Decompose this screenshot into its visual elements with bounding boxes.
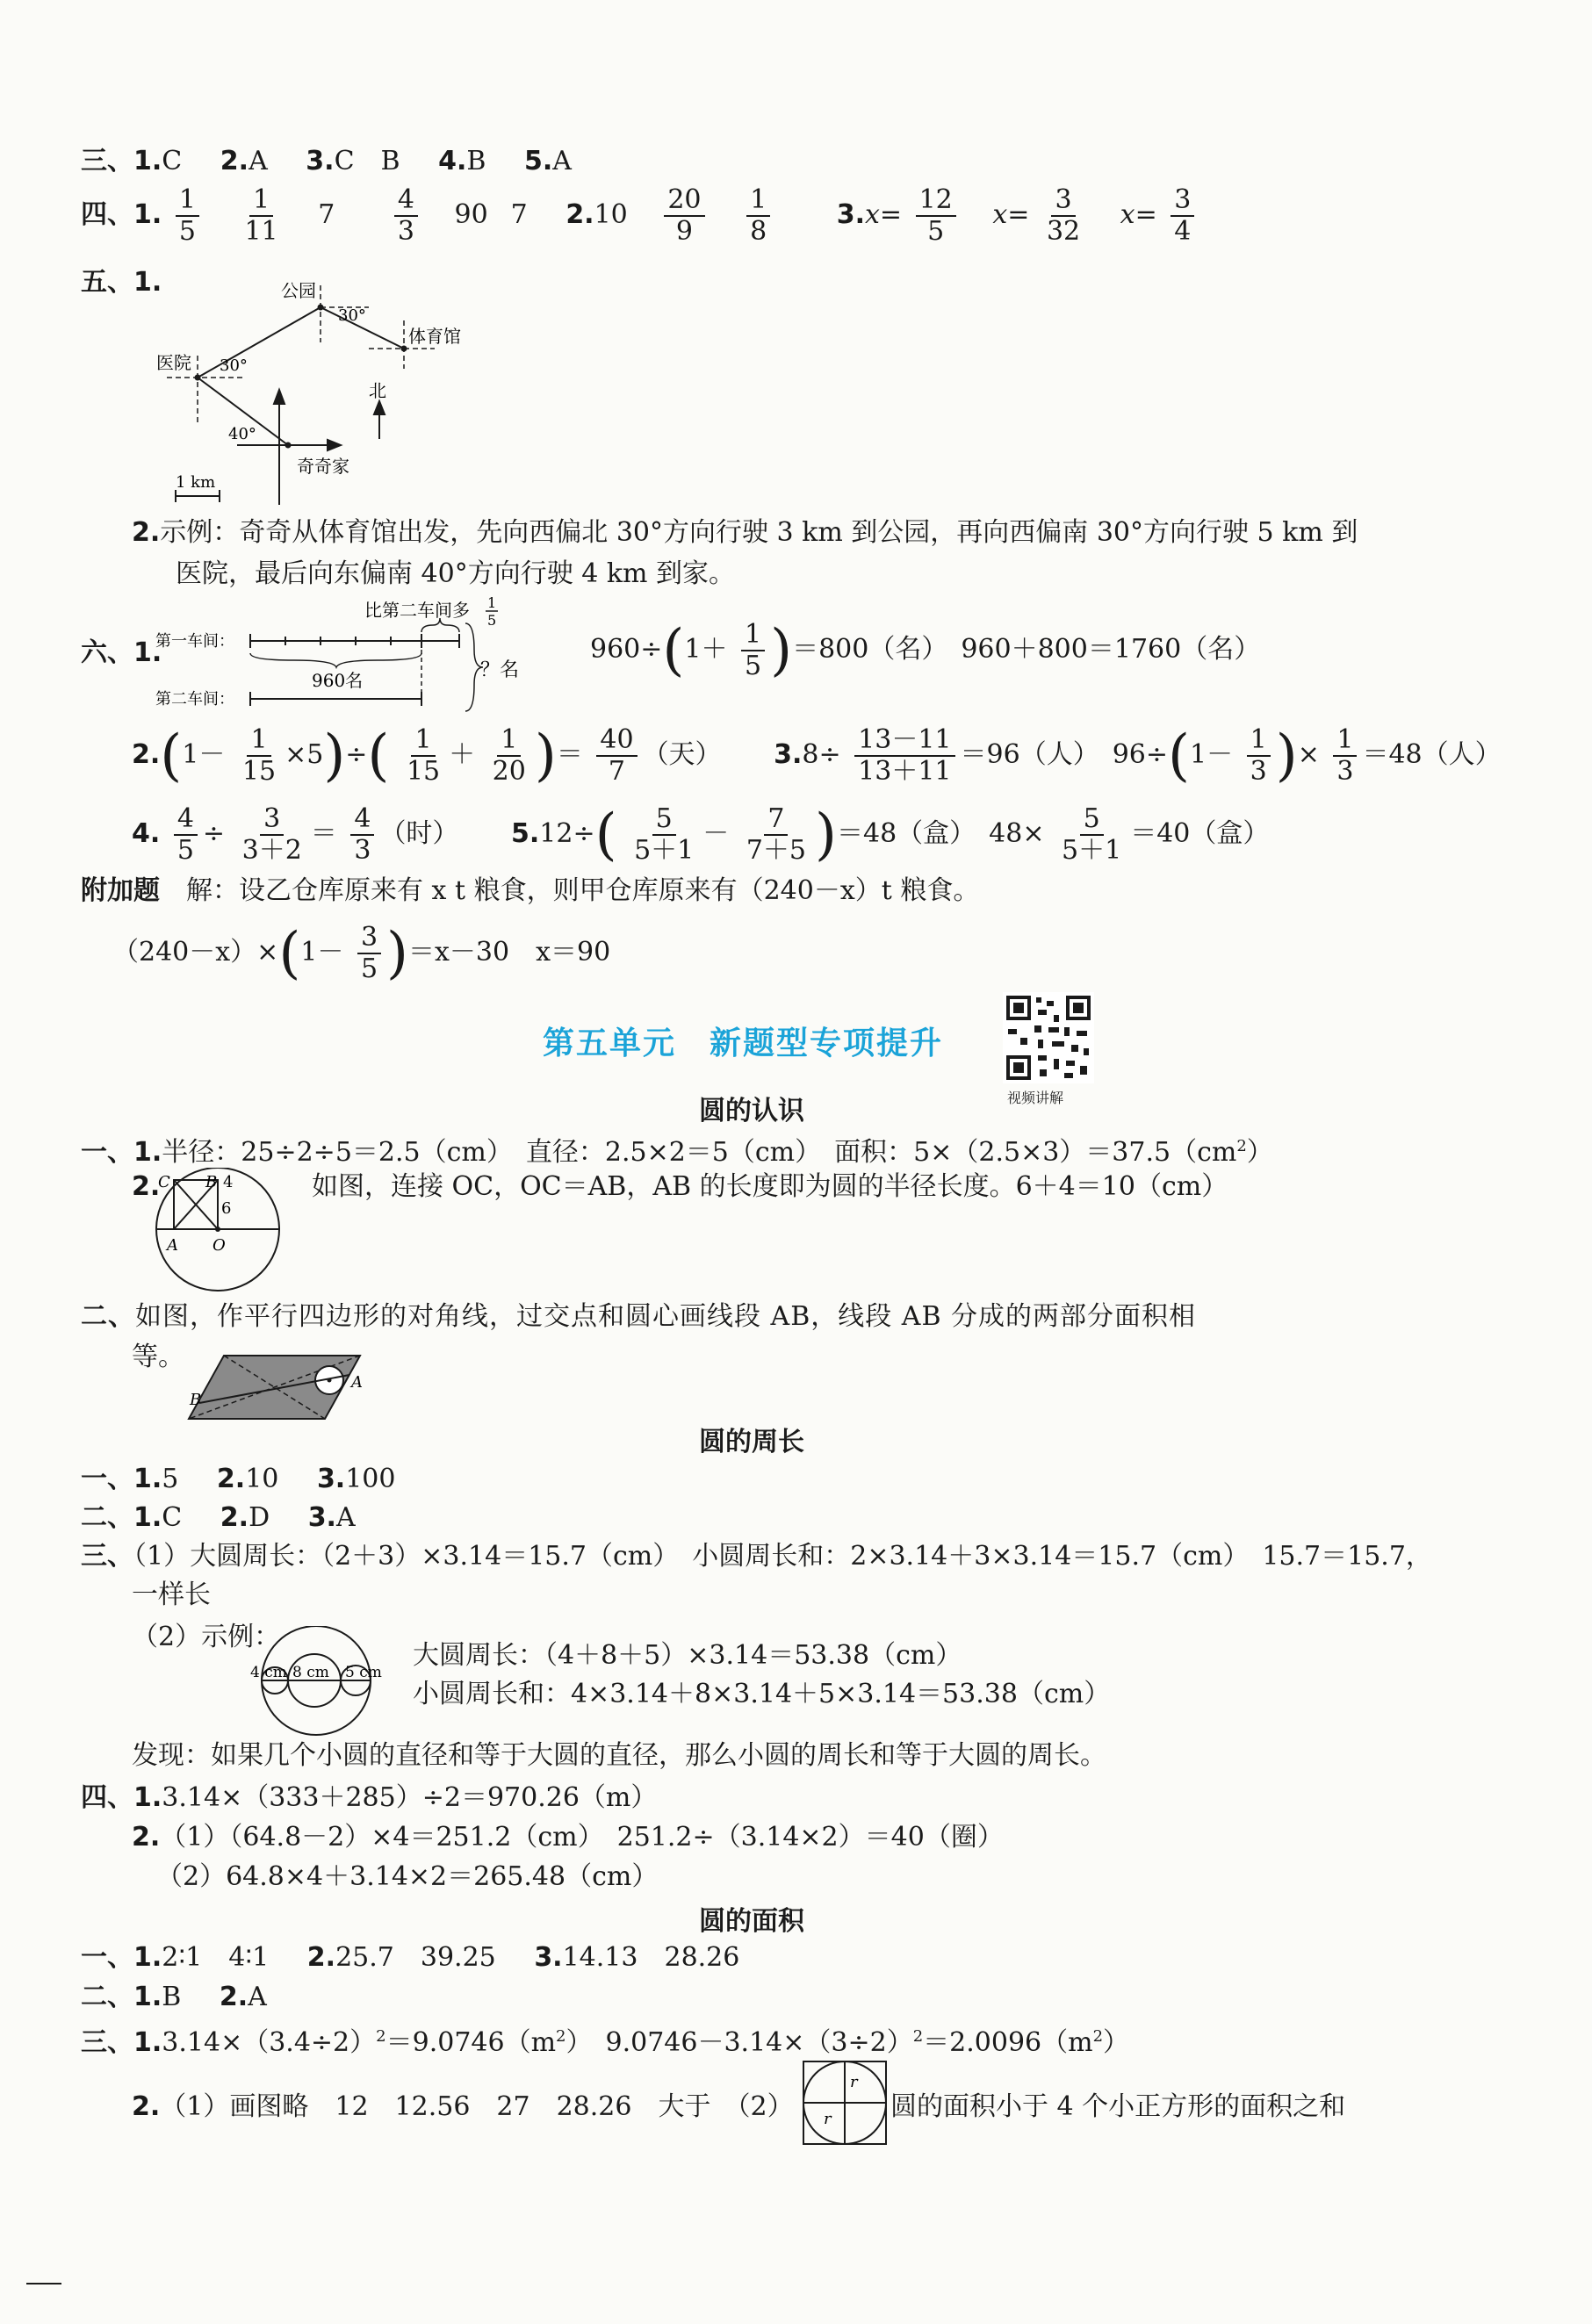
- c2-s4-line1: 四、1.3.14×（333＋285）÷2＝970.26（m）: [81, 1782, 658, 1813]
- bonus-line1: 附加题 解：设乙仓库原来有 x t 粮食，则甲仓库原来有（240－x）t 粮食。: [81, 875, 980, 906]
- svg-text:O: O: [213, 1236, 226, 1255]
- svg-text:A: A: [351, 1373, 363, 1392]
- circle-rectangle-figure: [149, 1168, 299, 1299]
- svg-text:r: r: [850, 2073, 858, 2091]
- path-hospital-park: [198, 307, 321, 378]
- subsection-title-circle-area: 圆的面积: [699, 1906, 804, 1937]
- svg-text:第二车间：: 第二车间：: [155, 690, 234, 709]
- c1-q1-line: 一、1.半径：25÷2÷5＝2.5（cm） 直径：2.5×2＝5（cm） 面积：$5\times(2.5\times 3)=37.5(cm^2)$: [81, 1137, 1273, 1168]
- section-6-label: 六、1.: [81, 637, 162, 668]
- subsection-title-circle-basics: 圆的认识: [699, 1096, 804, 1126]
- svg-text:30°: 30°: [220, 356, 248, 375]
- fraction: $\frac{1}{11}$: [244, 183, 278, 247]
- bonus-line2: （240－x）×(1－ $\frac{3}{5}$ )＝x－30 x＝90: [112, 921, 611, 986]
- section-5-label: 五、1.: [81, 267, 162, 298]
- fraction: $\frac{1}{8}$: [746, 185, 770, 248]
- c2-s3-line1: 三、（1）大圆周长：（2＋3）×3.14＝15.7（cm） 小圆周长和：2×3.14＋3×3.14＝15.7（cm） 15.7＝15.7，: [81, 1541, 1432, 1572]
- c3-s2-line: 二、1.B 2.A: [81, 1982, 267, 2012]
- c3-s3-line2-tail: 圆的面积小于 4 个小正方形的面积之和: [890, 2091, 1346, 2122]
- section-label: 三、: [81, 146, 133, 176]
- svg-text:4 cm: 4 cm: [250, 1664, 287, 1681]
- c2-finding: 发现：如果几个小圆的直径和等于大圆的直径，那么小圆的周长和等于大圆的周长。: [132, 1740, 1106, 1771]
- svg-text:C: C: [158, 1173, 170, 1191]
- fraction: $\frac{4}{3}$: [394, 185, 418, 248]
- label-hospital: 医院: [156, 352, 191, 373]
- c2-s1-line: 一、1.5 2.10 3.100: [81, 1464, 396, 1494]
- svg-text:B: B: [205, 1173, 218, 1191]
- svg-text:第一车间：: 第一车间：: [155, 632, 234, 651]
- c1-s2-line2: 等。: [132, 1342, 184, 1372]
- label-north: 北: [369, 380, 386, 401]
- c2-s2-line: 二、1.C 2.D 3.A: [81, 1502, 356, 1533]
- c3-s1-line: 一、1.2∶1 4∶1 2.25.7 39.25 3.14.13 28.26: [81, 1942, 740, 1973]
- unit-title: 第五单元 新题型专项提升: [543, 1025, 944, 1061]
- fraction: $\frac{3}{4}$: [1171, 185, 1194, 248]
- svg-text:6: 6: [221, 1199, 232, 1218]
- c3-s3-line1: 三、$1.3.14\times(3.4\div 2)^2=9.0746(m^2)$ $9.0746-3.14\times(3\div 2)^2=2.0096(m^2)$: [81, 2027, 1130, 2058]
- svg-text:比第二车间多: 比第二车间多: [364, 600, 470, 621]
- section-3-line: 三、1.C 2.A 3.C B 4.B 5.A: [81, 146, 572, 176]
- label-gym: 体育馆: [408, 326, 461, 347]
- c2-s3-small-circles: 小圆周长和：4×3.14＋8×3.14＋5×3.14＝53.38（cm）: [413, 1679, 1111, 1709]
- svg-text:5 cm: 5 cm: [345, 1664, 382, 1681]
- qr-code-icon[interactable]: [1003, 992, 1094, 1083]
- svg-text:40°: 40°: [228, 425, 256, 443]
- svg-text:r: r: [824, 2110, 832, 2128]
- section-4-line: 四、1. $\frac{1}{5}$ $\frac{1}{11}$ 7 $\frac{4}{3}$ 90 7 2.10 $\frac{20}{9}$ $\frac{1}{8}$ 3.x= $\frac{12}{5}$ x= $\frac{3}{32}$ x= $\frac{3}{4}$: [81, 180, 1199, 250]
- svg-text:A: A: [167, 1236, 178, 1255]
- circle-in-square-figure: [801, 2059, 889, 2147]
- c2-s3-line2: 一样长: [132, 1579, 211, 1610]
- qr-caption: 视频讲解: [1007, 1090, 1064, 1106]
- section-6-q2-q3-line: 2.(1－ $\frac{1}{15}$ ×5)÷( $\frac{1}{15}$ ＋ $\frac{1}{20}$ )＝ $\frac{40}{7}$ （天） 3.8÷ $\frac{13-11}{13+11}$ ＝96（人） 96÷(1－ $\frac{1}{3}$ )× $\frac{1}{3}$ ＝48（人）: [132, 723, 1502, 788]
- c1-q2-text: 如图，连接 OC，OC＝AB，AB 的长度即为圆的半径长度。6＋4＝10（cm）: [312, 1171, 1228, 1202]
- direction-map-figure: [149, 272, 501, 518]
- label-home: 奇奇家: [297, 456, 349, 477]
- svg-text:1: 1: [487, 597, 497, 611]
- svg-text:8 cm: 8 cm: [292, 1664, 329, 1681]
- c1-q2-label: 2.: [132, 1171, 161, 1202]
- section-5-q2-line2: 医院，最后向东偏南 40°方向行驶 4 km 到家。: [176, 558, 736, 589]
- c2-s4-line2: 2.（1）（64.8－2）×4＝251.2（cm） 251.2÷（3.14×2）＝40（圈）: [132, 1822, 1004, 1853]
- svg-text:5: 5: [487, 612, 497, 629]
- label-park: 公园: [281, 280, 316, 301]
- parallelogram-figure: [184, 1352, 369, 1422]
- c1-s2-line1: 二、如图，作平行四边形的对角线，过交点和圆心画线段 AB，线段 AB 分成的两部分面积相: [81, 1301, 1197, 1332]
- fraction: $\frac{20}{9}$: [664, 185, 704, 248]
- workshop-line-diagram: [154, 597, 566, 720]
- section-6-q4-q5-line: 4. $\frac{4}{5}$ ÷ $\frac{3}{3+2}$ ＝ $\frac{4}{3}$ （时） 5.12÷( $\frac{5}{5+1}$ － $\frac{7}{7+5}$ )＝48（盒） 48× $\frac{5}{5+1}$ ＝40（盒）: [132, 802, 1270, 867]
- page-edge-rule: [26, 2283, 61, 2284]
- fraction: $\frac{3}{32}$: [1046, 183, 1081, 247]
- nested-circles-figure: [250, 1626, 391, 1740]
- svg-text:960名: 960名: [312, 670, 364, 691]
- subsection-title-circumference: 圆的周长: [699, 1427, 804, 1457]
- svg-text:30°: 30°: [338, 306, 366, 325]
- section-6-q1-formula: 960÷(1＋ $\frac{1}{5}$ )＝800（名） 960＋800＝1760（名）: [590, 618, 1261, 683]
- svg-text:4: 4: [223, 1173, 234, 1191]
- svg-text:B: B: [190, 1391, 202, 1409]
- c2-s3-big-circle: 大圆周长：（4＋8＋5）×3.14＝53.38（cm）: [413, 1640, 962, 1671]
- c2-s4-line3: （2）64.8×4＋3.14×2＝265.48（cm）: [156, 1861, 659, 1892]
- c2-s3-example-label: （2）示例：: [132, 1622, 281, 1652]
- c3-s3-line2: 2.（1）画图略 12 12.56 27 28.26 大于 （2）: [132, 2091, 794, 2122]
- section-5-q2-line1: 2.示例：奇奇从体育馆出发，先向西偏北 30°方向行驶 3 km 到公园，再向西偏南 30°方向行驶 5 km 到: [132, 517, 1358, 548]
- label-scale: 1 km: [176, 473, 216, 492]
- svg-text:？名: ？名: [480, 659, 520, 681]
- fraction: $\frac{1}{5}$: [176, 185, 199, 248]
- fraction: $\frac{12}{5}$: [916, 185, 956, 248]
